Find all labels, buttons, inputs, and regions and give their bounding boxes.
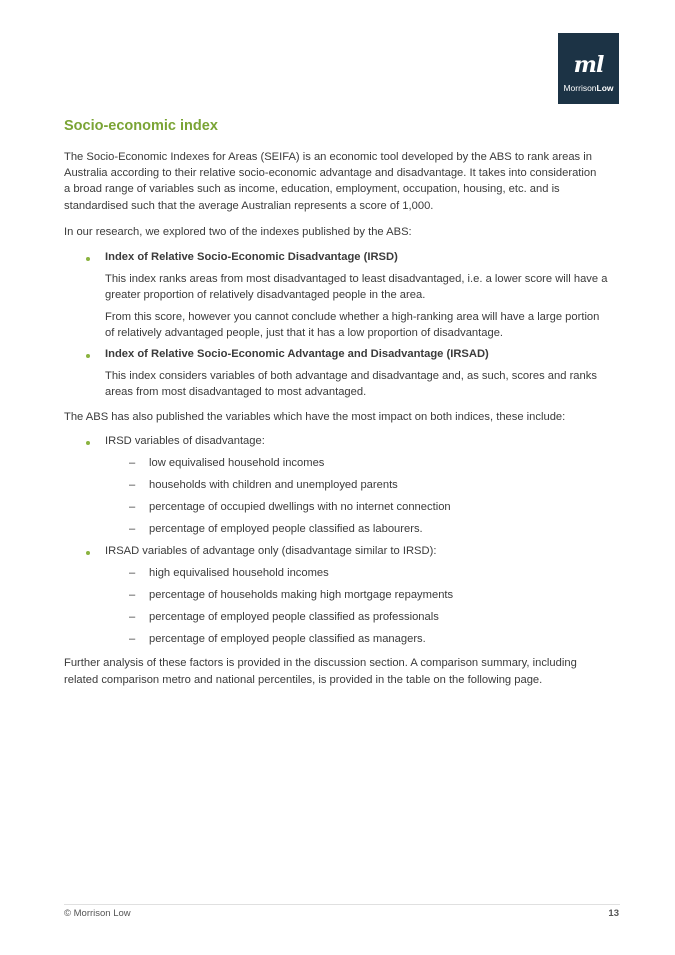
dash-icon: –	[129, 611, 136, 623]
index-title-irsad: Index of Relative Socio-Economic Advantage and Disadvantage (IRSAD)	[105, 348, 489, 360]
dash-icon: –	[129, 501, 136, 513]
morrison-low-logo	[558, 33, 619, 104]
variable-group-label: IRSD variables of disadvantage:	[105, 435, 265, 447]
variable-group-label: IRSAD variables of advantage only (disadvantage similar to IRSD):	[105, 545, 437, 557]
intro-line: standardised such that the average Australian represents a score of 1,000.	[64, 200, 434, 212]
dash-icon: –	[129, 567, 136, 579]
bullet-icon	[86, 257, 90, 261]
index-description-line: From this score, however you cannot conclude whether a high-ranking area will have a large portion	[105, 311, 600, 323]
dash-icon: –	[129, 589, 136, 601]
intro-line: a broad range of variables such as income, education, employment, occupation, housing, etc. and is	[64, 183, 560, 195]
variable-item: low equivalised household incomes	[149, 457, 325, 469]
bullet-icon	[86, 354, 90, 358]
intro-line: The Socio-Economic Indexes for Areas (SEIFA) is an economic tool developed by the ABS to rank areas in	[64, 151, 592, 163]
dash-icon: –	[129, 457, 136, 469]
bullet-icon	[86, 551, 90, 555]
research-text: In our research, we explored two of the indexes published by the ABS:	[64, 226, 412, 238]
variable-item: percentage of employed people classified as managers.	[149, 633, 426, 645]
closing-line: related comparison metro and national percentiles, is provided in the table on the following page.	[64, 674, 543, 686]
footer-copyright: © Morrison Low	[64, 908, 131, 919]
index-description-line: This index considers variables of both advantage and disadvantage and, as such, scores and ranks	[105, 370, 597, 382]
variable-item: percentage of households making high mortgage repayments	[149, 589, 454, 601]
logo-wordmark	[558, 83, 619, 93]
footer-divider	[64, 904, 620, 905]
variable-item: households with children and unemployed parents	[149, 479, 398, 491]
variable-item: high equivalised household incomes	[149, 567, 329, 579]
dash-icon: –	[129, 633, 136, 645]
index-description-line: areas from most disadvantaged to most advantaged.	[105, 386, 367, 398]
logo-name-regular: Morrison	[563, 83, 597, 93]
index-description-line: greater proportion of relatively disadvantaged people in the area.	[105, 289, 426, 301]
index-description-line: of relatively advantaged people, just that it has a low proportion of disadvantage.	[105, 327, 504, 339]
dash-icon: –	[129, 523, 136, 535]
section-title: Socio-economic index	[64, 118, 218, 134]
variables-intro: The ABS has also published the variables which have the most impact on both indices, these include:	[64, 411, 566, 423]
logo-name-bold: Low	[596, 83, 614, 93]
closing-line: Further analysis of these factors is provided in the discussion section. A comparison summary, including	[64, 657, 577, 669]
index-title-irsd: Index of Relative Socio-Economic Disadvantage (IRSD)	[105, 251, 398, 263]
index-description-line: This index ranks areas from most disadvantaged to least disadvantaged, i.e. a lower score will have a	[105, 273, 608, 285]
dash-icon: –	[129, 479, 136, 491]
variable-item: percentage of employed people classified as professionals	[149, 611, 439, 623]
variable-item: percentage of employed people classified as labourers.	[149, 523, 423, 535]
page-number: 13	[608, 908, 619, 919]
intro-line: Australia according to their relative socio-economic advantage and disadvantage. It takes into consideration	[64, 167, 597, 179]
variable-item: percentage of occupied dwellings with no internet connection	[149, 501, 451, 513]
bullet-icon	[86, 441, 90, 445]
logo-mark: ml	[573, 52, 604, 78]
